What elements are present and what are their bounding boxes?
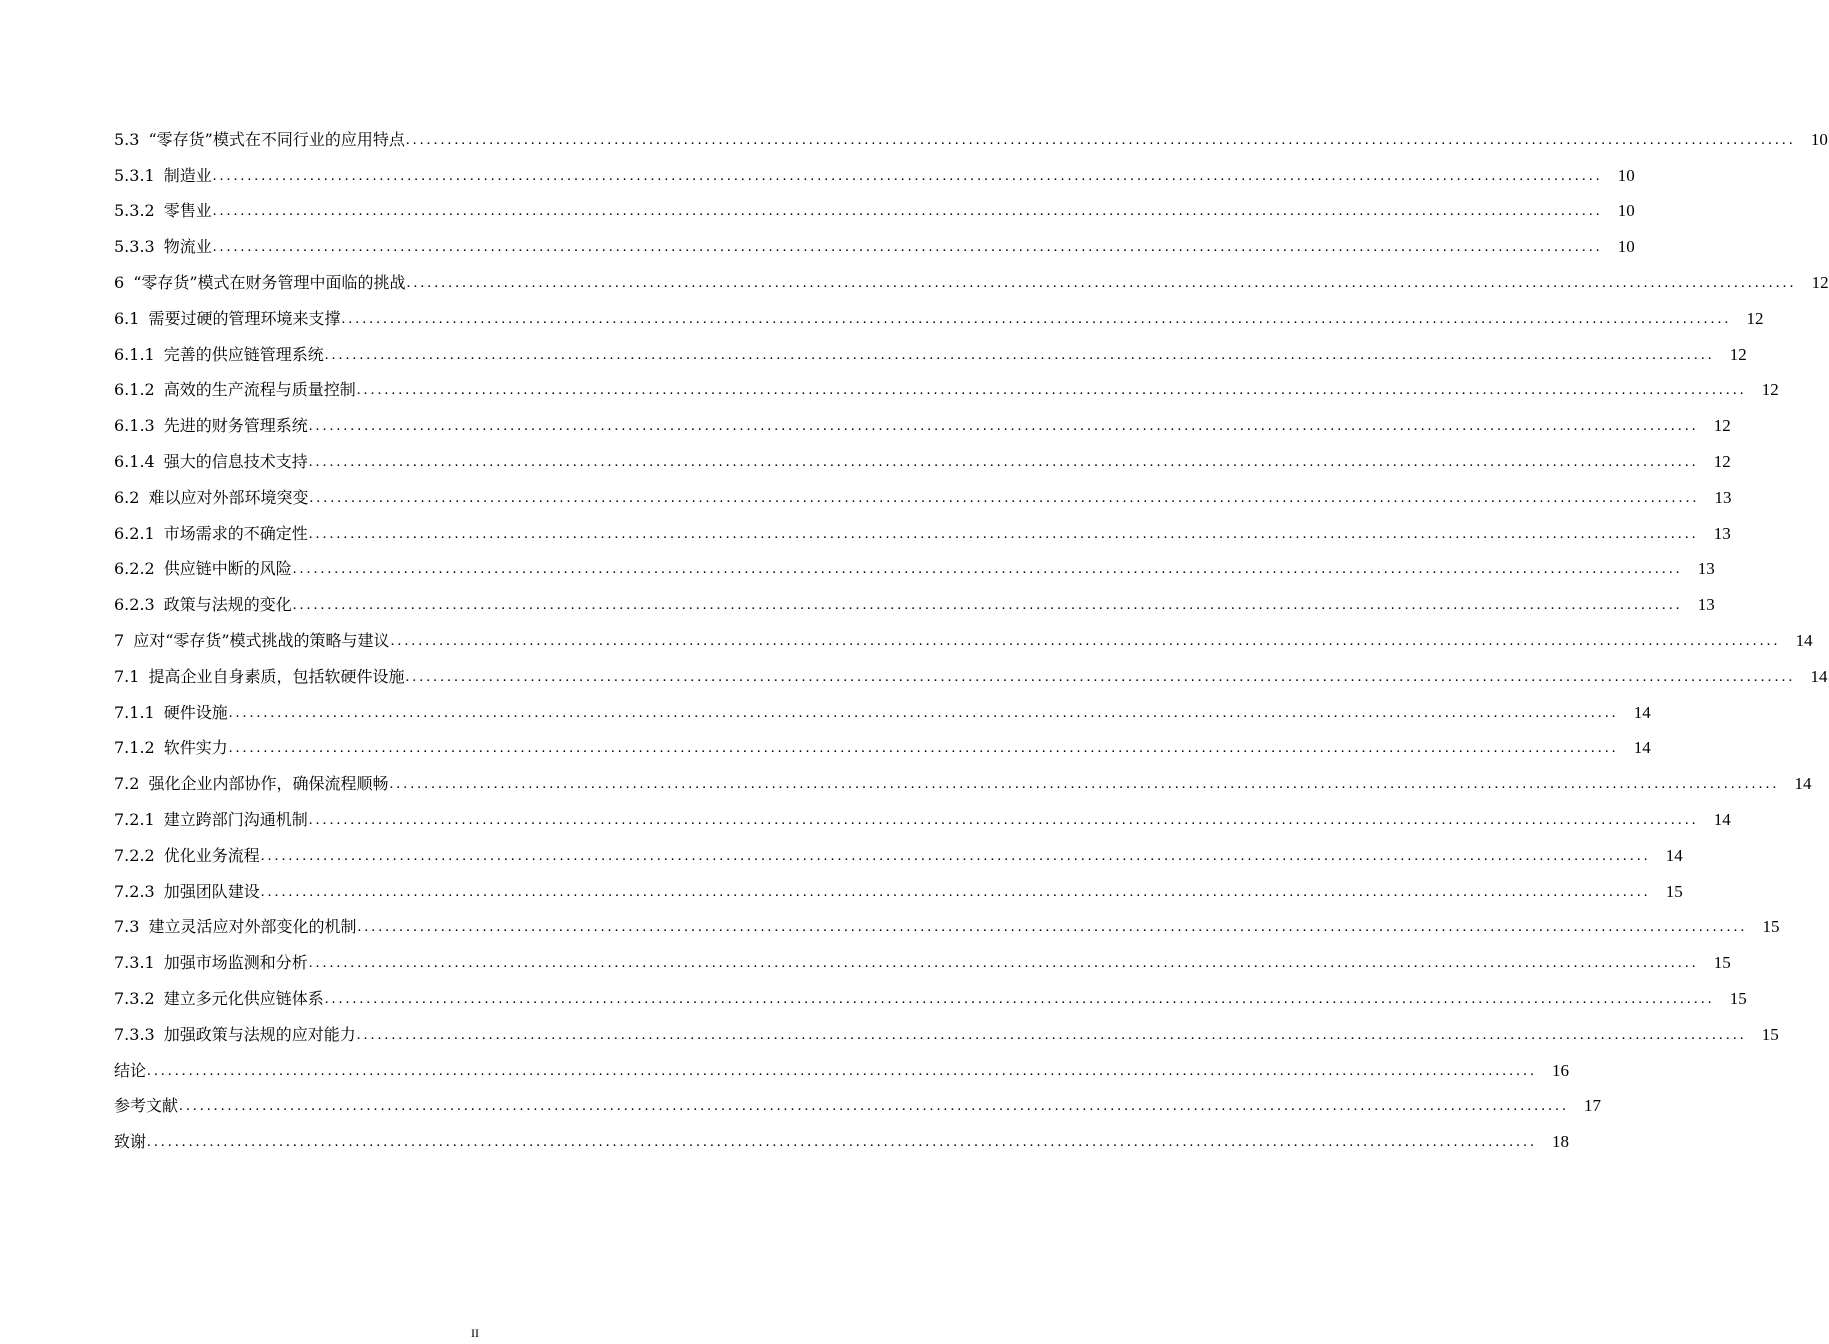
toc-entry-number: 6.1.4 xyxy=(114,451,155,471)
toc-entry-page: 14 xyxy=(1665,845,1683,865)
toc-entry-title xyxy=(114,1132,146,1152)
toc-entry-number: 6.1.3 xyxy=(114,416,155,436)
toc-entry-text: 零售业 xyxy=(163,201,212,221)
toc-dot-leader: ........................................................................................................................................................................................................ xyxy=(406,274,1797,291)
toc-entry-page: 14 xyxy=(1794,774,1812,794)
toc-entry-text: 建立灵活应对外部变化的机制 xyxy=(148,917,357,937)
toc-dot-leader: ........................................................................................................................................................................................................ xyxy=(212,167,1603,184)
toc-entry-page: 13 xyxy=(1713,523,1731,543)
toc-entry-page: 17 xyxy=(1584,1096,1602,1116)
toc-entry[interactable] xyxy=(114,615,1813,651)
toc-entry[interactable] xyxy=(114,472,1732,508)
toc-entry[interactable] xyxy=(114,400,1731,436)
toc-entry[interactable] xyxy=(114,293,1764,329)
toc-entry-title xyxy=(114,953,308,973)
toc-entry-text: 参考文献 xyxy=(114,1096,179,1116)
toc-entry-text: 优化业务流程 xyxy=(163,845,260,865)
toc-entry-title xyxy=(114,559,292,579)
toc-dot-leader: ........................................................................................................................................................................................................ xyxy=(308,811,1699,828)
toc-dot-leader: ........................................................................................................................................................................................................ xyxy=(228,740,1619,757)
toc-dot-leader: ........................................................................................................................................................................................................ xyxy=(308,955,1699,972)
toc-entry-text: 加强市场监测和分析 xyxy=(163,953,308,973)
toc-entry-text: 难以应对外部环境突变 xyxy=(148,487,309,507)
toc-entry-title xyxy=(114,201,212,221)
toc-entry-number: 6.2 xyxy=(114,487,140,507)
table-of-contents xyxy=(114,114,1829,1152)
toc-entry-page: 15 xyxy=(1713,953,1731,973)
toc-entry-number: 6.1.1 xyxy=(114,344,155,364)
toc-entry-title xyxy=(114,166,212,186)
toc-entry-number: 6.1 xyxy=(114,308,140,328)
toc-entry-title xyxy=(114,488,308,508)
toc-entry[interactable] xyxy=(114,937,1731,973)
toc-entry-text: 完善的供应链管理系统 xyxy=(163,344,324,364)
toc-entry-title xyxy=(114,273,406,293)
toc-entry[interactable] xyxy=(114,902,1780,938)
toc-entry-number: 7.1 xyxy=(114,666,140,686)
toc-entry-text: “零存货”模式在不同行业的应用特点 xyxy=(148,129,405,149)
toc-entry-page: 12 xyxy=(1761,380,1779,400)
toc-entry[interactable] xyxy=(114,830,1683,866)
toc-dot-leader: ........................................................................................................................................................................................................ xyxy=(341,310,1732,327)
toc-entry-text: 市场需求的不确定性 xyxy=(163,523,308,543)
toc-dot-leader: ........................................................................................................................................................................................................ xyxy=(405,668,1796,685)
toc-entry-page: 10 xyxy=(1617,165,1635,185)
toc-entry-number: 5.3.1 xyxy=(114,165,155,185)
toc-entry-text: 先进的财务管理系统 xyxy=(163,416,308,436)
toc-dot-leader: ........................................................................................................................................................................................................ xyxy=(308,418,1699,435)
toc-entry[interactable] xyxy=(114,758,1812,794)
toc-entry-page: 14 xyxy=(1633,738,1651,758)
toc-dot-leader: ........................................................................................................................................................................................................ xyxy=(147,1134,1538,1151)
toc-entry-text: 加强团队建设 xyxy=(163,881,260,901)
toc-entry-number: 5.3 xyxy=(114,129,140,149)
toc-entry-text: 软件实力 xyxy=(163,738,228,758)
toc-entry[interactable] xyxy=(114,150,1635,186)
toc-entry[interactable] xyxy=(114,114,1828,150)
toc-entry-number: 7.1.1 xyxy=(114,702,155,722)
toc-entry-title xyxy=(114,452,308,472)
toc-entry-number: 6.2.2 xyxy=(114,559,155,579)
toc-entry[interactable] xyxy=(114,186,1635,222)
toc-entry[interactable] xyxy=(114,436,1731,472)
toc-entry-text: 制造业 xyxy=(163,165,212,185)
toc-entry-text: 加强政策与法规的应对能力 xyxy=(163,1024,356,1044)
toc-entry-number: 7.3.2 xyxy=(114,988,155,1008)
toc-entry-title xyxy=(114,738,228,758)
toc-entry-page: 18 xyxy=(1552,1132,1570,1152)
toc-entry[interactable] xyxy=(114,973,1747,1009)
toc-entry-number: 7.2.2 xyxy=(114,845,155,865)
toc-entry-text: 致谢 xyxy=(114,1132,147,1152)
toc-entry-number: 6 xyxy=(114,272,125,292)
toc-entry-page: 14 xyxy=(1795,630,1813,650)
toc-entry-page: 14 xyxy=(1810,666,1828,686)
toc-entry-title xyxy=(114,703,228,723)
toc-dot-leader: ........................................................................................................................................................................................................ xyxy=(179,1098,1570,1115)
toc-entry[interactable] xyxy=(114,794,1731,830)
toc-dot-leader: ........................................................................................................................................................................................................ xyxy=(228,704,1619,721)
toc-dot-leader: ........................................................................................................................................................................................................ xyxy=(212,203,1603,220)
toc-entry-page: 10 xyxy=(1617,201,1635,221)
toc-entry-number: 7.1.2 xyxy=(114,738,155,758)
toc-dot-leader: ........................................................................................................................................................................................................ xyxy=(324,990,1715,1007)
toc-entry[interactable] xyxy=(114,257,1829,293)
toc-entry-title xyxy=(114,309,340,329)
toc-dot-leader: ........................................................................................................................................................................................................ xyxy=(357,919,1748,936)
toc-entry-text: 强大的信息技术支持 xyxy=(163,451,308,471)
toc-entry-text: 结论 xyxy=(114,1060,147,1080)
toc-entry-text: 强化企业内部协作，确保流程顺畅 xyxy=(148,774,389,794)
toc-dot-leader: ........................................................................................................................................................................................................ xyxy=(292,597,1683,614)
toc-entry-title xyxy=(114,237,212,257)
toc-dot-leader: ........................................................................................................................................................................................................ xyxy=(308,525,1699,542)
toc-entry-number: 7.2.1 xyxy=(114,809,155,829)
toc-entry-page: 14 xyxy=(1713,809,1731,829)
toc-entry[interactable] xyxy=(114,687,1651,723)
toc-entry-title xyxy=(114,667,404,687)
toc-entry-title xyxy=(114,631,390,651)
toc-entry[interactable] xyxy=(114,508,1731,544)
toc-dot-leader: ........................................................................................................................................................................................................ xyxy=(390,632,1781,649)
toc-entry-text: 硬件设施 xyxy=(163,702,228,722)
toc-entry-number: 7.3 xyxy=(114,917,140,937)
toc-entry-title xyxy=(114,416,308,436)
toc-entry-title xyxy=(114,1025,356,1045)
toc-entry-number: 5.3.2 xyxy=(114,201,155,221)
toc-entry[interactable] xyxy=(114,544,1715,580)
toc-entry-text: 需要过硬的管理环境来支撑 xyxy=(148,308,341,328)
toc-entry[interactable] xyxy=(114,1009,1779,1045)
toc-dot-leader: ........................................................................................................................................................................................................ xyxy=(292,561,1683,578)
toc-dot-leader: ........................................................................................................................................................................................................ xyxy=(405,131,1796,148)
toc-entry-page: 12 xyxy=(1811,272,1829,292)
toc-entry-number: 7 xyxy=(114,630,125,650)
toc-entry-text: 高效的生产流程与质量控制 xyxy=(163,380,356,400)
toc-entry-title xyxy=(114,882,260,902)
toc-entry-number: 7.3.1 xyxy=(114,953,155,973)
toc-entry-title xyxy=(114,524,308,544)
toc-entry-page: 12 xyxy=(1713,451,1731,471)
toc-entry[interactable] xyxy=(114,651,1828,687)
toc-entry-text: 应对“零存货”模式挑战的策略与建议 xyxy=(133,630,390,650)
toc-entry[interactable] xyxy=(114,365,1779,401)
toc-entry[interactable] xyxy=(114,1045,1570,1081)
toc-entry-title xyxy=(114,917,356,937)
toc-entry-number: 7.3.3 xyxy=(114,1024,155,1044)
toc-entry-number: 7.2 xyxy=(114,774,140,794)
toc-entry-title xyxy=(114,1096,178,1116)
toc-entry-title xyxy=(114,846,260,866)
toc-entry-title xyxy=(114,1061,146,1081)
toc-entry[interactable] xyxy=(114,1116,1570,1152)
toc-entry-title xyxy=(114,595,292,615)
toc-entry-page: 12 xyxy=(1729,344,1747,364)
toc-entry-page: 16 xyxy=(1552,1060,1570,1080)
toc-entry[interactable] xyxy=(114,1081,1602,1117)
toc-entry[interactable] xyxy=(114,866,1683,902)
toc-entry-text: 建立跨部门沟通机制 xyxy=(163,809,308,829)
toc-entry-text: 提高企业自身素质，包括软硬件设施 xyxy=(148,666,405,686)
toc-entry-page: 15 xyxy=(1665,881,1683,901)
toc-entry-page: 13 xyxy=(1697,595,1715,615)
toc-entry-text: “零存货”模式在财务管理中面临的挑战 xyxy=(133,272,406,292)
toc-dot-leader: ........................................................................................................................................................................................................ xyxy=(389,776,1780,793)
toc-entry-page: 13 xyxy=(1714,487,1732,507)
toc-dot-leader: ........................................................................................................................................................................................................ xyxy=(324,346,1715,363)
toc-entry-text: 建立多元化供应链体系 xyxy=(163,988,324,1008)
toc-entry-title xyxy=(114,810,308,830)
toc-entry-title xyxy=(114,130,405,150)
toc-entry-title xyxy=(114,774,388,794)
toc-entry-page: 15 xyxy=(1761,1024,1779,1044)
toc-entry-number: 5.3.3 xyxy=(114,237,155,257)
toc-dot-leader: ........................................................................................................................................................................................................ xyxy=(356,1026,1747,1043)
toc-entry-page: 15 xyxy=(1762,917,1780,937)
toc-entry-title xyxy=(114,380,356,400)
toc-dot-leader: ........................................................................................................................................................................................................ xyxy=(147,1062,1538,1079)
toc-entry-page: 12 xyxy=(1746,308,1764,328)
toc-entry-page: 12 xyxy=(1713,416,1731,436)
toc-entry[interactable] xyxy=(114,329,1747,365)
toc-entry-number: 6.2.1 xyxy=(114,523,155,543)
toc-entry[interactable] xyxy=(114,221,1635,257)
toc-entry-number: 6.2.3 xyxy=(114,595,155,615)
toc-dot-leader: ........................................................................................................................................................................................................ xyxy=(260,847,1651,864)
toc-dot-leader: ........................................................................................................................................................................................................ xyxy=(309,489,1700,506)
toc-entry-title xyxy=(114,989,324,1009)
toc-entry-page: 10 xyxy=(1810,129,1828,149)
toc-entry-page: 15 xyxy=(1729,988,1747,1008)
toc-entry-number: 6.1.2 xyxy=(114,380,155,400)
toc-entry-text: 物流业 xyxy=(163,237,212,257)
toc-entry[interactable] xyxy=(114,579,1715,615)
toc-dot-leader: ........................................................................................................................................................................................................ xyxy=(212,239,1603,256)
toc-entry-page: 14 xyxy=(1633,702,1651,722)
toc-dot-leader: ........................................................................................................................................................................................................ xyxy=(260,883,1651,900)
toc-entry-text: 政策与法规的变化 xyxy=(163,595,292,615)
toc-entry-text: 供应链中断的风险 xyxy=(163,559,292,579)
toc-entry-title xyxy=(114,345,324,365)
toc-entry-number: 7.2.3 xyxy=(114,881,155,901)
toc-dot-leader: ........................................................................................................................................................................................................ xyxy=(356,382,1747,399)
toc-entry[interactable] xyxy=(114,723,1651,759)
toc-entry-page: 10 xyxy=(1617,237,1635,257)
toc-dot-leader: ........................................................................................................................................................................................................ xyxy=(308,453,1699,470)
toc-entry-page: 13 xyxy=(1697,559,1715,579)
page-number: II xyxy=(471,1326,479,1340)
